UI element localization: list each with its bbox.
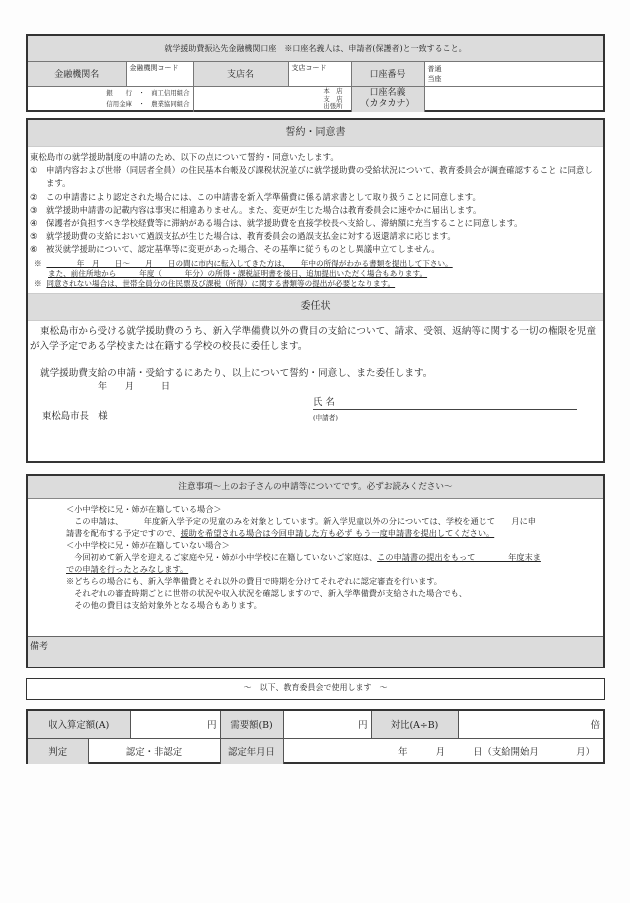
pledge-item-text: 被災就学援助について、認定基準等に変更があった場合、その基準に従うものとし異議申立てしません。	[46, 244, 440, 254]
disagree-note-text: 同意されない場合は、世帯全員分の住民票及び課税（所得）に関する書類等の提出が必要となります。	[46, 279, 396, 288]
case2-text-underlined: この申請書の提出をもって 年度末までの申請を行ったとみなします。	[66, 552, 541, 574]
pledge-item-number: ④	[30, 218, 38, 228]
approval-date-label: 認定年月日	[220, 738, 283, 764]
account-number-label: 口座番号	[351, 61, 424, 86]
general-note-3: その他の費目は支給対象外となる場合もあります。	[66, 600, 262, 610]
office-use-banner: ～ 以下、教育委員会で使用します ～	[26, 678, 605, 700]
income-unit: 円	[207, 720, 217, 732]
delegation-title: 委任状	[28, 293, 603, 321]
transfer-note	[34, 259, 603, 269]
ratio-label: 対比(A÷B)	[371, 711, 458, 738]
account-holder-label-sub: （カタカナ）	[360, 99, 415, 110]
pledge-item	[30, 191, 601, 204]
branch-type-office: 出張所	[323, 102, 343, 110]
pledge-section	[26, 118, 605, 463]
pledge-item-text: 保護者が負担すべき学校経費等に滞納がある場合は、就学援助費を直接学校長へ支給し、滞納額に充当することに同意します。	[46, 218, 523, 228]
remarks-field[interactable]	[28, 636, 603, 667]
pledge-item-number: ②	[30, 192, 38, 202]
account-holder-label	[351, 86, 424, 112]
pledge-item-text: この申請書により認定された場合には、この申請書を新入学準備費に係る請求書として取り扱うことに同意します。	[46, 192, 481, 202]
pledge-item-number: ⑥	[30, 244, 38, 254]
pledge-item	[30, 204, 601, 217]
pledge-item-number: ①	[30, 165, 38, 175]
date-field[interactable]: 年 月 日	[98, 382, 171, 392]
pledge-intro: 東松島市の就学援助制度の申請のため、以下の点について誓約・同意いたします。	[30, 152, 339, 162]
note-mark: ※	[34, 279, 42, 288]
account-type-current[interactable]: 当座	[427, 74, 442, 83]
case1-heading: ＜小中学校に兄・姉が在籍している場合＞	[66, 504, 222, 514]
bank-name-field[interactable]	[28, 86, 193, 112]
account-number-field[interactable]	[424, 61, 603, 86]
bank-name-label: 金融機関名	[28, 61, 126, 86]
case2-text-plain: 今回初めて新入学を迎えるご家庭や兄・姉が小中学校に在籍していないご家庭は、	[66, 552, 378, 562]
account-holder-label-text: 口座名義	[369, 88, 406, 99]
branch-type-main: 本 店	[323, 87, 343, 95]
branch-code-label: 支店コード	[291, 63, 327, 72]
bank-account-section	[26, 34, 605, 112]
pledge-item-text: 就学援助費の支給において過誤支払が生じた場合は、教育委員会の過誤支払金に対する返還請求に応じます。	[46, 231, 456, 241]
pledge-item	[30, 164, 601, 190]
remarks-label: 備考	[30, 642, 49, 652]
bank-code-field[interactable]	[126, 61, 193, 86]
demand-label: 需要額(B)	[220, 711, 283, 738]
pledge-item	[30, 243, 601, 256]
notice-title: 注意事項～上のお子さんの申請等についてです。必ずお読みください～	[28, 476, 603, 499]
notice-section	[26, 474, 605, 668]
demand-field[interactable]	[283, 711, 371, 738]
transfer-note-line-2: また、前住所地から 年度（ 年分）の所得・課税証明書を後日、追加提出いただく場合もあります。	[48, 269, 428, 278]
applicant-label: (申請者)	[313, 414, 338, 422]
demand-unit: 円	[358, 720, 368, 732]
disagree-note	[34, 279, 603, 289]
case2-text	[66, 551, 543, 575]
branch-type-branch: 支 店	[323, 94, 343, 103]
pledge-item-text: 就学援助申請書の記載内容は事実に相違ありません。また、変更が生じた場合は教育委員会に速やかに届出します。	[46, 205, 482, 215]
declaration-text: 就学援助費支給の申請・受給するにあたり、以上について誓約・同意し、また委任します。	[40, 368, 433, 379]
approval-date-field[interactable]: 年 月 日（支給開始月 月）	[283, 738, 603, 764]
pledge-title: 誓約・同意書	[28, 120, 603, 147]
addressee: 東松島市長 様	[42, 411, 108, 422]
name-label: 氏 名	[313, 397, 335, 408]
pledge-item-number: ⑤	[30, 231, 38, 241]
bank-type-line-2: 信用金庫 ・ 農業協同組合	[106, 100, 190, 109]
case2-heading: ＜小中学校に兄・姉が在籍していない場合＞	[66, 540, 230, 550]
note-mark: ※	[34, 259, 42, 268]
bank-type-line-1: 銀 行 ・ 商工信用組合	[106, 89, 190, 98]
applicant-name-field[interactable]	[313, 397, 577, 410]
branch-code-field[interactable]	[288, 61, 351, 86]
transfer-note-line-1: 年 月 日～ 月 日の間に市内に転入してきた方は、 年中の所得がわかる書類を提出して下さい。	[46, 259, 453, 268]
ratio-field[interactable]	[458, 711, 603, 738]
case1-text	[66, 515, 543, 539]
pledge-item-number: ③	[30, 205, 38, 215]
delegation-text: 東松島市から受ける就学援助費のうち、新入学準備費以外の費目の支給について、請求、受領、返納等に関する一切の権限を児童が入学予定である学校または在籍する学校の校長に委任します。	[30, 326, 597, 352]
case1-text-plain: この申請は、 年度新入学予定の児童のみを対象としています。新入学児童以外の分については、学校を通じて 月に申請書を配布する予定ですので、	[66, 516, 536, 538]
decision-options[interactable]: 認定・非認定	[88, 738, 220, 764]
decision-label: 判定	[28, 738, 88, 764]
account-type-ordinary[interactable]: 普通	[427, 64, 442, 73]
branch-name-field[interactable]	[193, 86, 351, 112]
pledge-item	[30, 217, 601, 230]
account-holder-field[interactable]	[424, 86, 603, 112]
income-field[interactable]	[130, 711, 220, 738]
pledge-item-text: 申請内容および世帯（同居者全員）の住民基本台帳及び課税状況並びに就学援助費の受給状況について、教育委員会が調査確認すること に同意します。	[46, 165, 593, 188]
general-note-2: それぞれの審査時期ごとに世帯の状況や収入状況を確認しますので、新入学準備費が支給された場合でも、	[66, 588, 468, 598]
income-label: 収入算定額(A)	[28, 711, 130, 738]
ratio-unit: 倍	[590, 720, 600, 732]
general-note-1: ※どちらの場合にも、新入学準備費とそれ以外の費目で時期を分けてそれぞれに認定審査を行います。	[66, 576, 442, 586]
bank-section-title: 就学援助費振込先金融機関口座 ※口座名義人は、申請者(保護者)と一致すること。	[28, 36, 603, 61]
bank-code-label: 金融機関コード	[129, 63, 179, 72]
office-calculation-table	[26, 709, 605, 764]
pledge-item	[30, 230, 601, 243]
case1-text-underlined: 援助を希望される場合は今回申請した方も必ず もう一度申請書を提出してください。	[180, 528, 495, 538]
branch-name-label: 支店名	[193, 61, 288, 86]
